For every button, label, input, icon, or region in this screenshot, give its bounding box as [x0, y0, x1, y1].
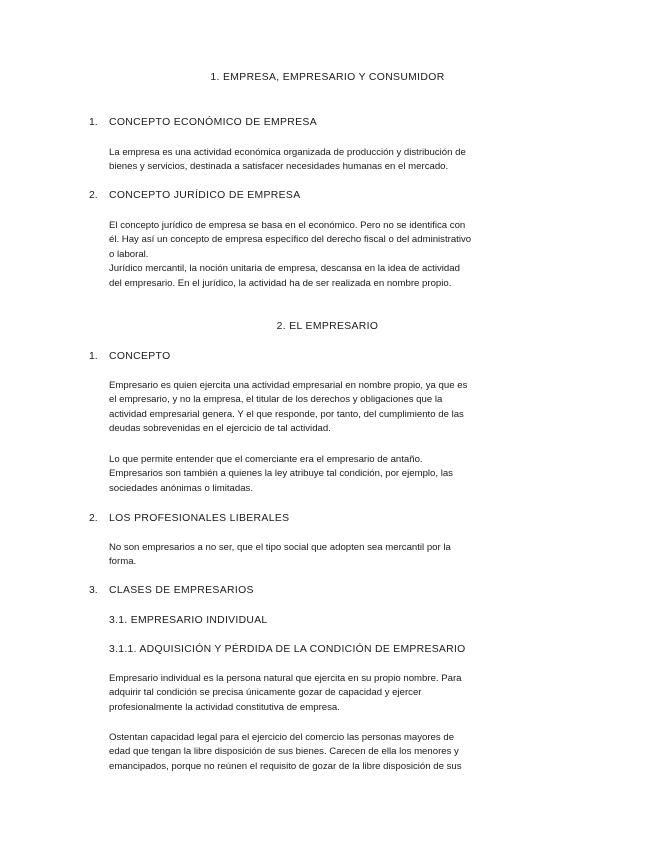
text-line: Empresario individual es la persona natural que ejercita en su propio nombre. Para [109, 673, 462, 684]
paragraph [109, 541, 539, 570]
paragraph [109, 672, 539, 715]
section-number: 1. [89, 117, 98, 128]
text-line: del empresario. En el jurídico, la actividad ha de ser realizada en nombre propio. [109, 277, 452, 289]
section-heading: CONCEPTO ECONÓMICO DE EMPRESA [109, 117, 317, 128]
text-line: Lo que permite entender que el comerciante era el empresario de antaño. [109, 454, 423, 465]
paragraph [109, 379, 539, 437]
text-line: bienes y servicios, destinada a satisfacer necesidades humanas en el mercado. [109, 161, 449, 173]
section-number: 2. [89, 513, 98, 524]
paragraph [109, 146, 539, 175]
paragraph [109, 219, 539, 291]
text-line: edad que tengan la libre disposición de sus bienes. Carecen de ella los menores y [109, 746, 459, 758]
section-number: 1. [89, 351, 98, 362]
text-line: emancipados, porque no reúnen el requisito de gozar de la libre disposición de sus [109, 760, 462, 772]
text-line: profesionalmente la actividad constitutiva de empresa. [109, 701, 340, 713]
text-line: forma. [109, 556, 137, 568]
text-line: o laboral. [109, 248, 149, 260]
text-line: La empresa es una actividad económica organizada de producción y distribución de [109, 147, 466, 158]
text-line: Empresarios son también a quienes la ley atribuye tal condición, por ejemplo, las [109, 468, 453, 480]
paragraph [109, 453, 539, 496]
text-line: Jurídico mercantil, la noción unitaria de empresa, descansa en la idea de actividad [109, 263, 460, 275]
section-heading: CONCEPTO [109, 351, 171, 362]
text-line: él. Hay así un concepto de empresa específico del derecho fiscal o del administrativo [109, 234, 472, 246]
chapter-title-2: 2. EL EMPRESARIO [276, 321, 379, 332]
section-heading: CONCEPTO JURÍDICO DE EMPRESA [109, 190, 301, 201]
text-line: sociedades anónimas o limitadas. [109, 482, 253, 494]
text-line: Ostentan capacidad legal para el ejercicio del comercio las personas mayores de [109, 732, 455, 743]
text-line: el empresario, y no la empresa, el titular de los derechos y obligaciones que la [109, 394, 443, 406]
section-number: 3. [89, 585, 98, 596]
text-line: No son empresarios a no ser, que el tipo social que adopten sea mercantil por la [109, 542, 451, 553]
chapter-title-1: 1. EMPRESA, EMPRESARIO Y CONSUMIDOR [210, 72, 445, 83]
text-line: Empresario es quien ejercita una actividad empresarial en nombre propio, ya que es [109, 380, 468, 391]
paragraph [109, 731, 539, 774]
subsection-heading: 3.1.1. ADQUISICIÓN Y PÉRDIDA DE LA CONDICIÓN DE EMPRESARIO [109, 644, 466, 655]
text-line: El concepto jurídico de empresa se basa en el económico. Pero no se identifica con [109, 220, 466, 231]
text-line: deudas sobrevenidas en el ejercicio de tal actividad. [109, 423, 331, 435]
subsection-heading: 3.1. EMPRESARIO INDIVIDUAL [109, 615, 268, 626]
section-heading: CLASES DE EMPRESARIOS [109, 585, 254, 596]
text-line: actividad empresarial genera. Y el que responde, por tanto, del cumplimiento de las [109, 408, 464, 420]
section-number: 2. [89, 190, 98, 201]
section-heading: LOS PROFESIONALES LIBERALES [109, 513, 290, 524]
text-line: adquirir tal condición se precisa únicamente gozar de capacidad y ejercer [109, 687, 422, 699]
